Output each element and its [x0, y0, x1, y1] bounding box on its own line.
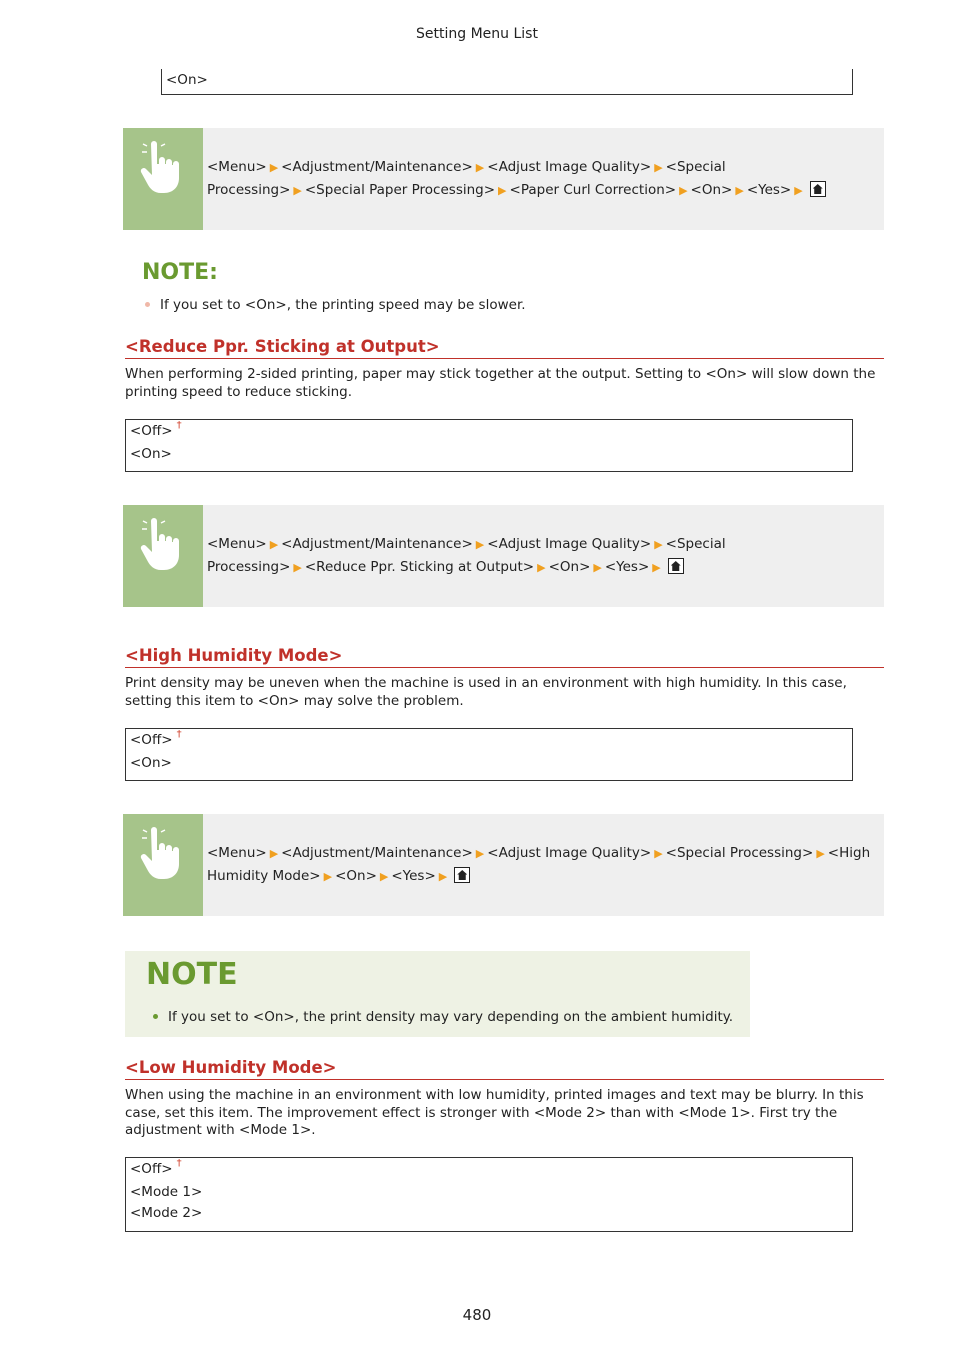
note-text: If you set to <On>, the print density may vary depending on the ambient humidity.	[168, 1009, 734, 1025]
section-title-high-humidity: <High Humidity Mode>	[125, 646, 884, 668]
menu-step: <Menu>	[207, 536, 267, 552]
menu-step: <Adjustment/Maintenance>	[281, 845, 473, 861]
arrow-right-icon: ▶	[816, 847, 825, 860]
arrow-right-icon: ▶	[735, 184, 744, 197]
default-marker: †	[176, 1158, 182, 1169]
menu-step: <Adjust Image Quality>	[487, 536, 652, 552]
arrow-right-icon: ▶	[379, 870, 389, 883]
value-option: <On>	[130, 755, 172, 771]
value-box-high-humidity	[125, 728, 853, 781]
menu-step: <Special	[665, 536, 726, 552]
arrow-right-icon: ▶	[652, 561, 661, 574]
hand-pointer-panel	[123, 814, 203, 916]
arrow-right-icon: ▶	[475, 161, 485, 174]
arrow-right-icon: ▶	[475, 538, 485, 551]
arrow-right-icon: ▶	[293, 184, 302, 197]
hand-pointer-panel	[123, 505, 203, 607]
hand-pointer-icon	[139, 517, 183, 573]
procedure-box-2	[123, 505, 884, 607]
note-title: NOTE	[146, 957, 238, 992]
value-box-reduce-sticking	[125, 419, 853, 472]
menu-step: Processing>	[207, 182, 291, 198]
menu-step: <Yes>	[391, 868, 436, 884]
section-title-low-humidity: <Low Humidity Mode>	[125, 1058, 884, 1080]
arrow-right-icon: ▶	[654, 161, 663, 174]
procedure-steps	[207, 533, 876, 579]
note-item	[145, 297, 526, 313]
arrow-right-icon: ▶	[794, 184, 803, 197]
home-icon	[668, 558, 684, 574]
value-option: <On>	[166, 72, 208, 88]
hand-pointer-panel	[123, 128, 203, 230]
default-marker: †	[176, 420, 182, 431]
note-title: NOTE:	[142, 260, 218, 285]
menu-step: <Special Paper Processing>	[304, 182, 496, 198]
note-text: If you set to <On>, the printing speed may be slower.	[160, 297, 526, 313]
arrow-right-icon: ▶	[679, 184, 688, 197]
value-box-top	[161, 69, 853, 95]
menu-step: <Adjust Image Quality>	[487, 159, 652, 175]
arrow-right-icon: ▶	[438, 870, 448, 883]
value-label: <Off>	[130, 423, 173, 439]
procedure-steps	[207, 842, 876, 888]
menu-step: <Paper Curl Correction>	[509, 182, 677, 198]
section-description: When performing 2-sided printing, paper may stick together at the output. Setting to <On> will slow down the printing speed to reduce sticking.	[125, 366, 876, 400]
value-option: <On>	[130, 446, 172, 462]
section-title-reduce-sticking: <Reduce Ppr. Sticking at Output>	[125, 337, 884, 359]
procedure-steps	[207, 156, 876, 202]
value-label: <Off>	[130, 732, 173, 748]
menu-step: Processing>	[207, 559, 291, 575]
bullet-icon	[145, 302, 150, 307]
home-icon	[810, 181, 826, 197]
value-option-default	[130, 1158, 848, 1184]
hand-pointer-icon	[139, 826, 183, 882]
value-option-default	[130, 729, 848, 755]
home-icon	[454, 867, 470, 883]
arrow-right-icon: ▶	[537, 561, 546, 574]
page-header: Setting Menu List	[416, 26, 538, 42]
arrow-right-icon: ▶	[269, 538, 279, 551]
menu-step: <Adjustment/Maintenance>	[281, 536, 473, 552]
menu-step: <On>	[335, 868, 377, 884]
menu-step: Humidity Mode>	[207, 868, 321, 884]
note-item	[153, 1009, 733, 1025]
note-box	[125, 951, 750, 1037]
menu-step: <Adjustment/Maintenance>	[281, 159, 473, 175]
page-number: 480	[462, 1306, 492, 1324]
value-option: <Mode 1>	[130, 1184, 203, 1200]
arrow-right-icon: ▶	[475, 847, 485, 860]
arrow-right-icon: ▶	[269, 847, 279, 860]
arrow-right-icon: ▶	[593, 561, 602, 574]
value-option: <Mode 2>	[130, 1205, 203, 1221]
menu-step: <Reduce Ppr. Sticking at Output>	[304, 559, 535, 575]
arrow-right-icon: ▶	[498, 184, 507, 197]
bullet-icon	[153, 1014, 158, 1019]
arrow-right-icon: ▶	[269, 161, 279, 174]
arrow-right-icon: ▶	[654, 847, 663, 860]
value-box-low-humidity	[125, 1157, 853, 1232]
menu-step: <Special	[665, 159, 726, 175]
procedure-box-1	[123, 128, 884, 230]
menu-step: <High	[827, 845, 871, 861]
menu-step: <Menu>	[207, 159, 267, 175]
value-option-default	[130, 420, 848, 446]
procedure-box-3	[123, 814, 884, 916]
menu-step: <Special Processing>	[665, 845, 814, 861]
menu-step: <On>	[548, 559, 591, 575]
menu-step: <Adjust Image Quality>	[487, 845, 652, 861]
menu-step: <Yes>	[604, 559, 650, 575]
hand-pointer-icon	[139, 140, 183, 196]
menu-step: <Yes>	[746, 182, 792, 198]
section-description: Print density may be uneven when the machine is used in an environment with high humidity. In this case, setting this item to <On> may solve the problem.	[125, 675, 847, 709]
default-marker: †	[176, 729, 182, 740]
value-label: <Off>	[130, 1161, 173, 1177]
arrow-right-icon: ▶	[323, 870, 333, 883]
arrow-right-icon: ▶	[293, 561, 302, 574]
menu-step: <Menu>	[207, 845, 267, 861]
section-description: When using the machine in an environment with low humidity, printed images and text may be blurry. In this case, set this item. The improvement effect is stronger with <Mode 2> than with <Mode 1>. First try the adjustment with <Mode 1>.	[125, 1087, 864, 1138]
arrow-right-icon: ▶	[654, 538, 663, 551]
menu-step: <On>	[690, 182, 733, 198]
